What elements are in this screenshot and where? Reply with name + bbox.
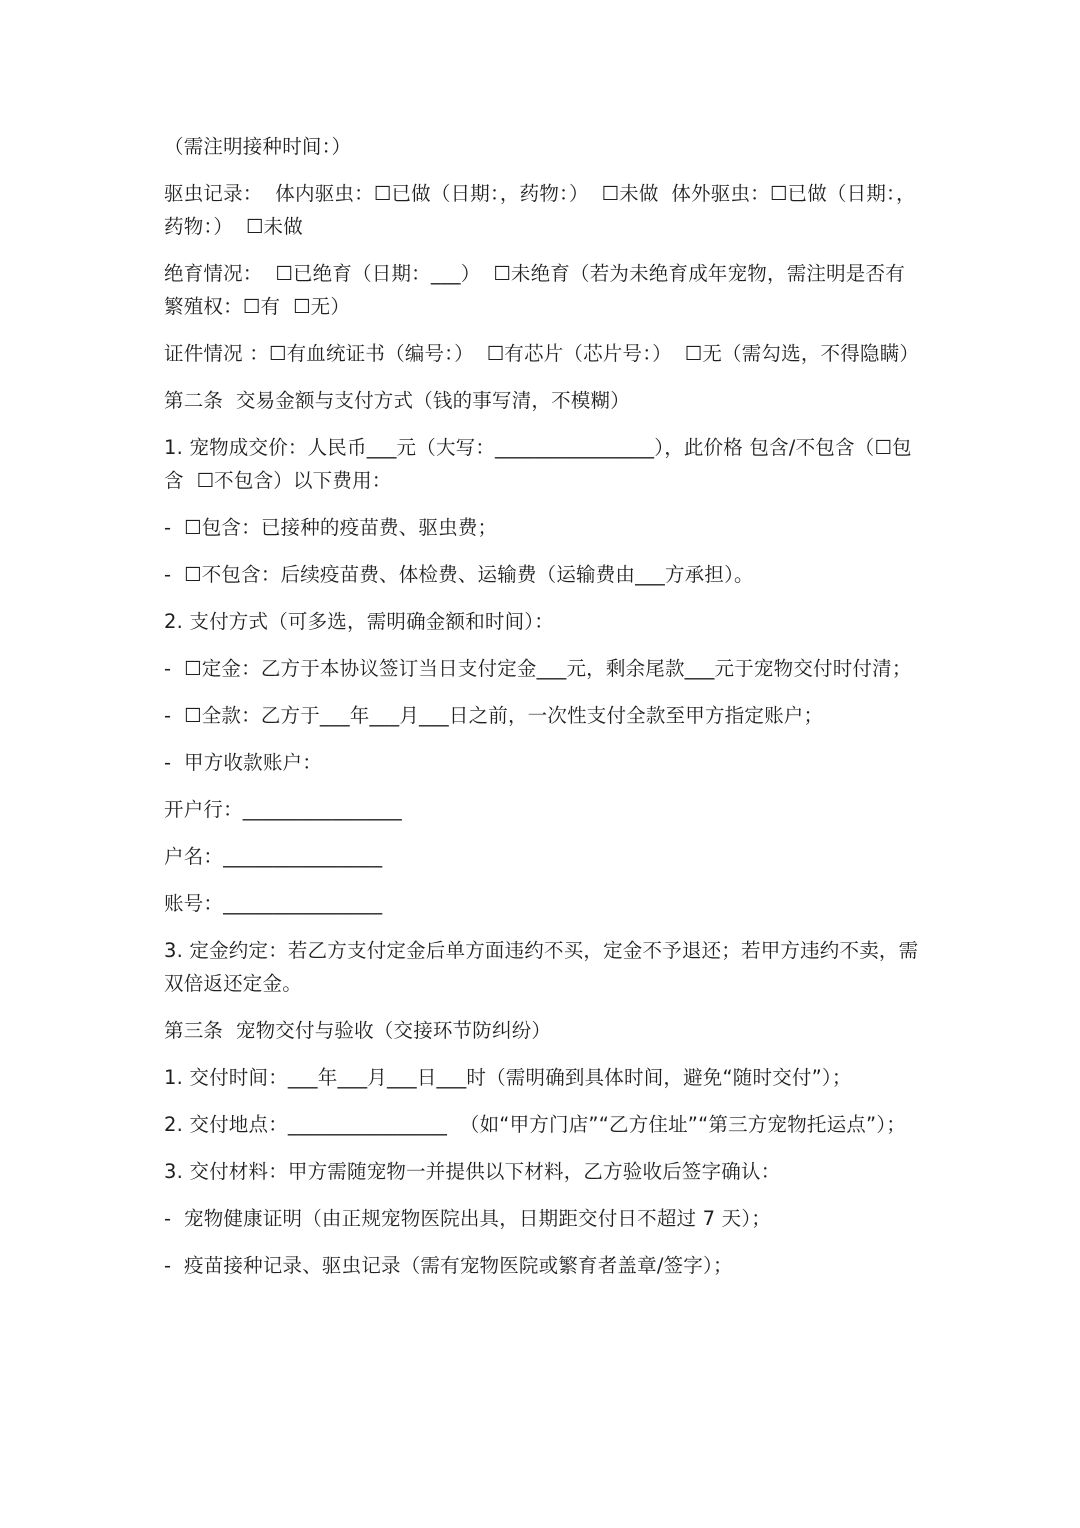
account-number-field: 账号：________________	[164, 892, 383, 915]
vaccine-record-item: - 疫苗接种记录、驱虫记录（需有宠物医院或繁育者盖章/签字）；	[164, 1254, 733, 1277]
excluded-fees-item: - ☐不包含：后续疫苗费、体检费、运输费（运输费由___方承担）。	[164, 563, 754, 586]
bank-field: 开户行：________________	[164, 798, 402, 821]
delivery-time-clause: 1. 交付时间：___年___月___日___时（需明确到具体时间，避免“随时交付”）；	[164, 1066, 852, 1089]
account-name-field: 户名：________________	[164, 845, 383, 868]
delivery-location-clause: 2. 交付地点：________________ （如“甲方门店”“乙方住址”“第三方宠物托运点”）；	[164, 1113, 906, 1136]
price-clause: 1. 宠物成交价：人民币___元（大写：________________），此价格 包含/不包含（☐包含 ☐不包含）以下费用：	[164, 436, 912, 492]
payment-method-clause: 2. 支付方式（可多选，需明确金额和时间）：	[164, 610, 554, 633]
included-fees-item: - ☐包含：已接种的疫苗费、驱虫费；	[164, 516, 498, 539]
vaccine-time-note: （需注明接种时间：）	[164, 135, 352, 158]
account-heading: - 甲方收款账户：	[164, 751, 322, 774]
article-3-heading: 第三条 宠物交付与验收（交接环节防纠纷）	[164, 1019, 552, 1042]
full-payment-option: - ☐全款：乙方于___年___月___日之前，一次性支付全款至甲方指定账户；	[164, 704, 824, 727]
sterilization-status: 绝育情况： ☐已绝育（日期：___） ☐未绝育（若为未绝育成年宠物，需注明是否有繁殖权：☐有 ☐无）	[164, 262, 905, 318]
delivery-materials-clause: 3. 交付材料：甲方需随宠物一并提供以下材料，乙方验收后签字确认：	[164, 1160, 781, 1183]
deposit-option: - ☐定金：乙方于本协议签订当日支付定金___元，剩余尾款___元于宠物交付时付清；	[164, 657, 912, 680]
health-certificate-item: - 宠物健康证明（由正规宠物医院出具，日期距交付日不超过 7 天）；	[164, 1207, 771, 1230]
deworming-record: 驱虫记录： 体内驱虫：☐已做（日期：，药物：） ☐未做 体外驱虫：☐已做（日期：，药物：） ☐未做	[164, 182, 916, 238]
deposit-agreement-clause: 3. 定金约定：若乙方支付定金后单方面违约不买，定金不予退还；若甲方违约不卖，需双倍返还定金。	[164, 939, 919, 995]
article-2-heading: 第二条 交易金额与支付方式（钱的事写清，不模糊）	[164, 389, 630, 412]
document-page	[164, 130, 920, 1296]
certificate-status: 证件情况 ：☐有血统证书（编号：） ☐有芯片（芯片号：） ☐无（需勾选，不得隐瞒）	[164, 342, 920, 365]
